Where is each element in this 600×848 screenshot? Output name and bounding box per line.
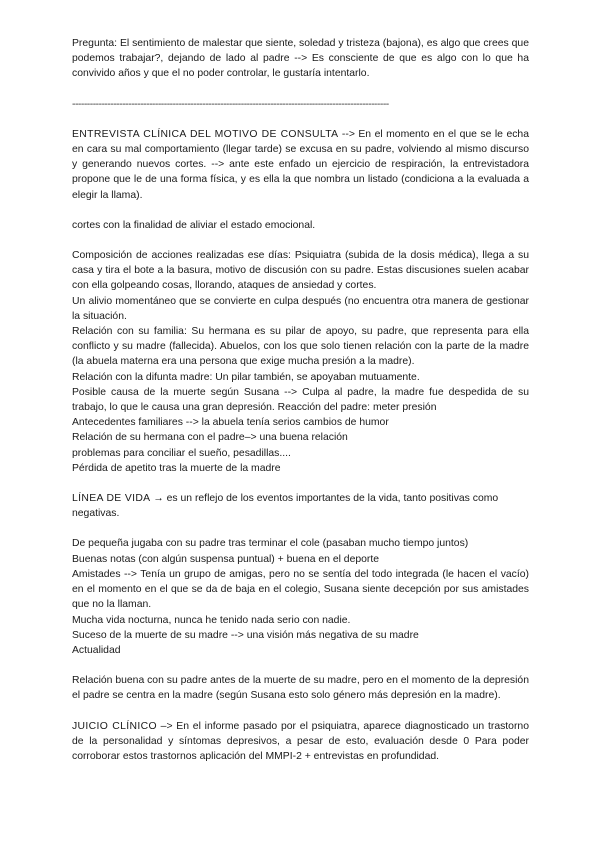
heading-clinical-interview: ENTREVISTA CLÍNICA DEL MOTIVO DE CONSULTA (72, 128, 339, 140)
paragraph-current: Actualidad (72, 644, 121, 656)
document-page (72, 36, 529, 764)
paragraph-grades: Buenas notas (con algún suspensa puntual) + buena en el deporte (72, 553, 380, 565)
paragraph-mother-relation: Relación con la difunta madre: Un pilar también, se apoyaban mutuamente. (72, 371, 420, 383)
paragraph-question: Pregunta: El sentimiento de malestar que siente, soledad y tristeza (bajona), es algo que crees que podemos trabajar?, dejando de lado al padre --> Es consciente de que es algo con lo que ha convivido años y que el no poder controlar, le gustaría intentarlo. (72, 38, 529, 80)
paragraph-father-relation: Relación buena con su padre antes de la muerte de su madre, pero en el momento de la depresión el padre se centra en la madre (según Susana esto solo género más depresión en la madre). (72, 675, 529, 702)
paragraph-relief: Un alivio momentáneo que se convierte en culpa después (no encuentra otra manera de gestionar la situación. (72, 295, 529, 322)
clinical-interview-body: --> En el momento en el que se le echa en cara su mal comportamiento (llegar tarde) se excusa en su padre, volviendo al mismo discurso y generando nuevos cortes. --> ante este enfado un ejercicio de respiración, la entrevistadora propone que le de una forma física, y es ella la que nombra un listado (condiciona a la evaluada a elegir la llama). (72, 128, 529, 201)
heading-lifeline: LÍNEA DE VIDA (72, 493, 151, 505)
paragraph-sister-relation: Relación de su hermana con el padre–> una buena relación (72, 432, 348, 444)
paragraph-death-cause: Posible causa de la muerte según Susana --> Culpa al padre, la madre fue despedida de su trabajo, lo que le causa una gran depresión. Reacción del padre: meter presión (72, 386, 529, 414)
paragraph-clinical-judgment (72, 719, 529, 765)
paragraph-appetite: Pérdida de apetito tras la muerte de la madre (72, 462, 281, 474)
paragraph-family: Relación con su familia: Su hermana es su pilar de apoyo, su padre, que representa para ella conflicto y su madre (fallecida). Abuelos, con los que solo tienen relación con la parte de la madre (la abuela materna era una persona que exige mucha presión a la madre). (72, 326, 529, 368)
separator-line: ----------------------------------------------------------------------------------------------------------- (72, 98, 389, 110)
paragraph-family-history: Antecedentes familiares --> la abuela tenía serios cambios de humor (72, 417, 389, 429)
heading-clinical-judgment: JUICIO CLÍNICO (72, 720, 157, 732)
paragraph-actions: Composición de acciones realizadas ese días: Psiquiatra (subida de la dosis médica), llega a su casa y tira el bote a la basura, motivo de discusión con su padre. Estas discusiones suelen acabar con ella golpeando cosas, llorando, ataques de ansiedad y cortes. (72, 250, 529, 292)
paragraph-cuts: cortes con la finalidad de aliviar el estado emocional. (72, 219, 316, 231)
clinical-judgment-body: –> En el informe pasado por el psiquiatra, aparece diagnosticado un trastorno de la personalidad y síntomas depresivos, a pesar de esto, evaluación desde 0 Para poder corroborar estos trastornos aplicación del MMPI-2 + entrevistas en profundidad. (72, 720, 529, 762)
paragraph-mother-death: Suceso de la muerte de su madre --> una visión más negativa de su madre (72, 629, 419, 641)
paragraph-clinical-interview (72, 127, 529, 203)
paragraph-childhood: De pequeña jugaba con su padre tras terminar el cole (pasaban mucho tiempo juntos) (72, 538, 469, 550)
paragraph-sleep: problemas para conciliar el sueño, pesadillas.... (72, 447, 291, 459)
paragraph-friends: Amistades --> Tenía un grupo de amigas, pero no se sentía del todo integrada (le hacen el vacío) en el momento en el que se da de baja en el colegio, Susana siente decepción por sus amistades que no la llaman. (72, 568, 529, 611)
lifeline-body: → es un reflejo de los eventos importantes de la vida, tanto positivas como negativas. (72, 493, 499, 520)
paragraph-lifeline (72, 491, 529, 521)
paragraph-nightlife: Mucha vida nocturna, nunca he tenido nada serio con nadie. (72, 614, 351, 626)
